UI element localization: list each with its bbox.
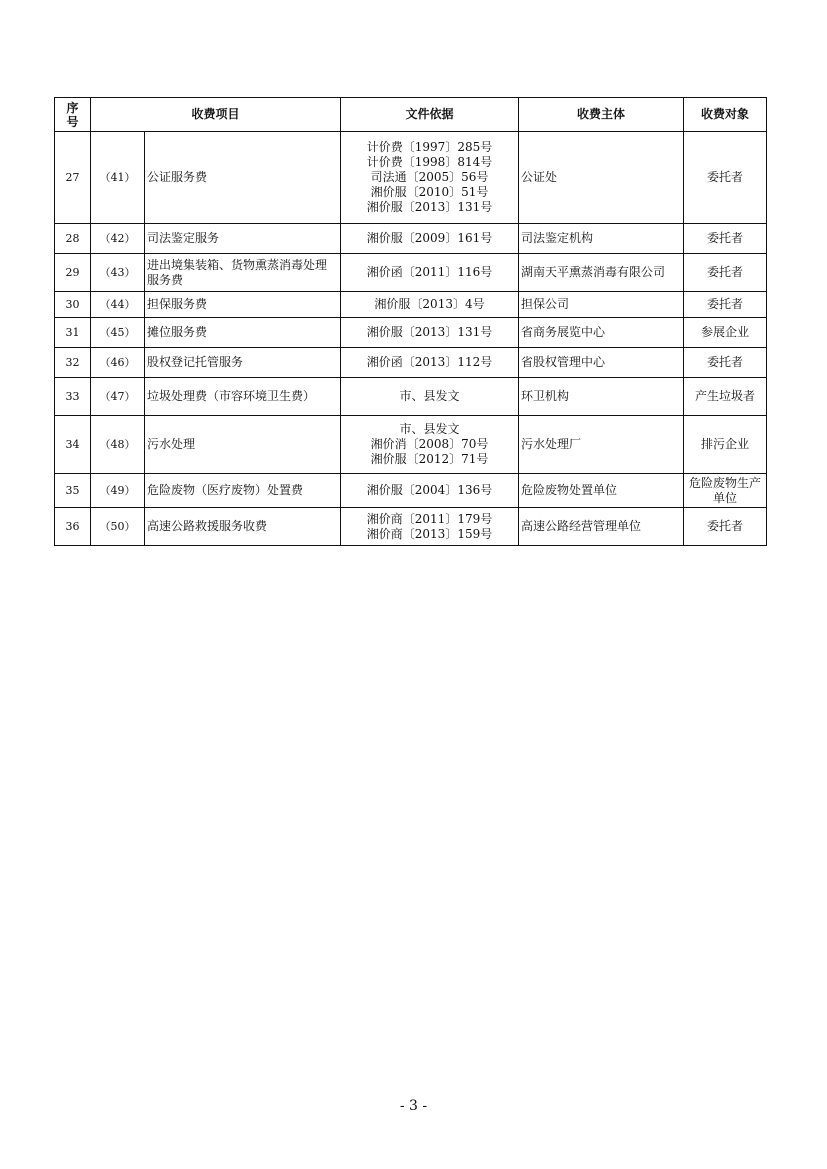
fee-item: 司法鉴定服务	[145, 224, 341, 254]
fee-collector: 危险废物处置单位	[519, 474, 684, 508]
document-reference: 市、县发文	[399, 422, 460, 436]
fee-collector: 担保公司	[519, 292, 684, 318]
fee-item: 污水处理	[145, 416, 341, 474]
fee-payer: 委托者	[684, 132, 767, 224]
table-header-row	[55, 98, 767, 132]
fee-payer: 产生垃圾者	[684, 378, 767, 416]
table-row	[55, 254, 767, 292]
document-basis	[341, 508, 519, 546]
fee-payer: 危险废物生产单位	[684, 474, 767, 508]
row-number: 32	[55, 348, 91, 378]
fee-item: 担保服务费	[145, 292, 341, 318]
document-reference: 湘价服〔2012〕71号	[370, 452, 489, 466]
table-row	[55, 348, 767, 378]
document-basis	[341, 292, 519, 318]
header-target: 收费对象	[684, 98, 767, 132]
document-reference: 湘价函〔2013〕112号	[366, 355, 493, 369]
item-sub-number: （44）	[91, 292, 145, 318]
row-number: 27	[55, 132, 91, 224]
table-body	[55, 132, 767, 546]
item-sub-number: （50）	[91, 508, 145, 546]
fee-collector: 省商务展览中心	[519, 318, 684, 348]
row-number: 29	[55, 254, 91, 292]
fee-item: 进出境集装箱、货物熏蒸消毒处理服务费	[145, 254, 341, 292]
document-reference: 湘价函〔2011〕116号	[366, 265, 493, 279]
fee-collector: 环卫机构	[519, 378, 684, 416]
fee-table	[54, 97, 767, 546]
fee-payer: 排污企业	[684, 416, 767, 474]
item-sub-number: （48）	[91, 416, 145, 474]
row-number: 30	[55, 292, 91, 318]
header-seq	[55, 98, 91, 132]
fee-collector: 高速公路经营管理单位	[519, 508, 684, 546]
item-sub-number: （46）	[91, 348, 145, 378]
document-reference: 湘价服〔2013〕4号	[374, 297, 485, 311]
fee-collector: 公证处	[519, 132, 684, 224]
document-reference: 湘价商〔2011〕179号	[366, 511, 493, 526]
document-reference: 湘价服〔2013〕131号	[366, 200, 493, 214]
table-row	[55, 378, 767, 416]
document-basis	[341, 254, 519, 292]
document-basis	[341, 348, 519, 378]
item-sub-number: （45）	[91, 318, 145, 348]
document-reference: 司法通〔2005〕56号	[370, 170, 489, 184]
item-sub-number: （41）	[91, 132, 145, 224]
fee-collector: 污水处理厂	[519, 416, 684, 474]
document-reference: 湘价商〔2013〕159号	[366, 526, 493, 541]
table-row	[55, 416, 767, 474]
header-body: 收费主体	[519, 98, 684, 132]
document-reference: 湘价服〔2010〕51号	[370, 185, 489, 199]
fee-item: 危险废物（医疗废物）处置费	[145, 474, 341, 508]
row-number: 33	[55, 378, 91, 416]
document-basis	[341, 132, 519, 224]
header-item: 收费项目	[91, 98, 341, 132]
header-basis: 文件依据	[341, 98, 519, 132]
document-reference: 湘价服〔2004〕136号	[366, 483, 493, 497]
fee-payer: 委托者	[684, 224, 767, 254]
row-number: 34	[55, 416, 91, 474]
fee-payer: 委托者	[684, 348, 767, 378]
table-row	[55, 292, 767, 318]
page-number: - 3 -	[399, 1098, 428, 1114]
document-reference: 湘价消〔2008〕70号	[370, 437, 489, 451]
fee-payer: 参展企业	[684, 318, 767, 348]
document-reference: 湘价服〔2013〕131号	[366, 325, 493, 339]
table-row	[55, 318, 767, 348]
row-number: 35	[55, 474, 91, 508]
fee-item: 高速公路救援服务收费	[145, 508, 341, 546]
document-basis	[341, 416, 519, 474]
header-seq-bottom: 号	[66, 114, 79, 129]
document-basis	[341, 224, 519, 254]
header-seq-top: 序	[66, 100, 79, 115]
fee-item: 股权登记托管服务	[145, 348, 341, 378]
table-row	[55, 508, 767, 546]
item-sub-number: （42）	[91, 224, 145, 254]
row-number: 28	[55, 224, 91, 254]
table-row	[55, 132, 767, 224]
table-row	[55, 224, 767, 254]
document-basis	[341, 318, 519, 348]
item-sub-number: （47）	[91, 378, 145, 416]
row-number: 36	[55, 508, 91, 546]
row-number: 31	[55, 318, 91, 348]
document-reference: 市、县发文	[399, 389, 460, 403]
item-sub-number: （43）	[91, 254, 145, 292]
document-reference: 计价费〔1998〕814号	[366, 155, 493, 169]
fee-item: 公证服务费	[145, 132, 341, 224]
fee-collector: 省股权管理中心	[519, 348, 684, 378]
table-row	[55, 474, 767, 508]
fee-collector: 湖南天平熏蒸消毒有限公司	[519, 254, 684, 292]
fee-payer: 委托者	[684, 292, 767, 318]
document-basis	[341, 474, 519, 508]
document-reference: 湘价服〔2009〕161号	[366, 231, 493, 245]
fee-collector: 司法鉴定机构	[519, 224, 684, 254]
fee-item: 垃圾处理费（市容环境卫生费）	[145, 378, 341, 416]
fee-payer: 委托者	[684, 254, 767, 292]
item-sub-number: （49）	[91, 474, 145, 508]
fee-item: 摊位服务费	[145, 318, 341, 348]
document-reference: 计价费〔1997〕285号	[366, 140, 493, 154]
fee-payer: 委托者	[684, 508, 767, 546]
document-basis	[341, 378, 519, 416]
